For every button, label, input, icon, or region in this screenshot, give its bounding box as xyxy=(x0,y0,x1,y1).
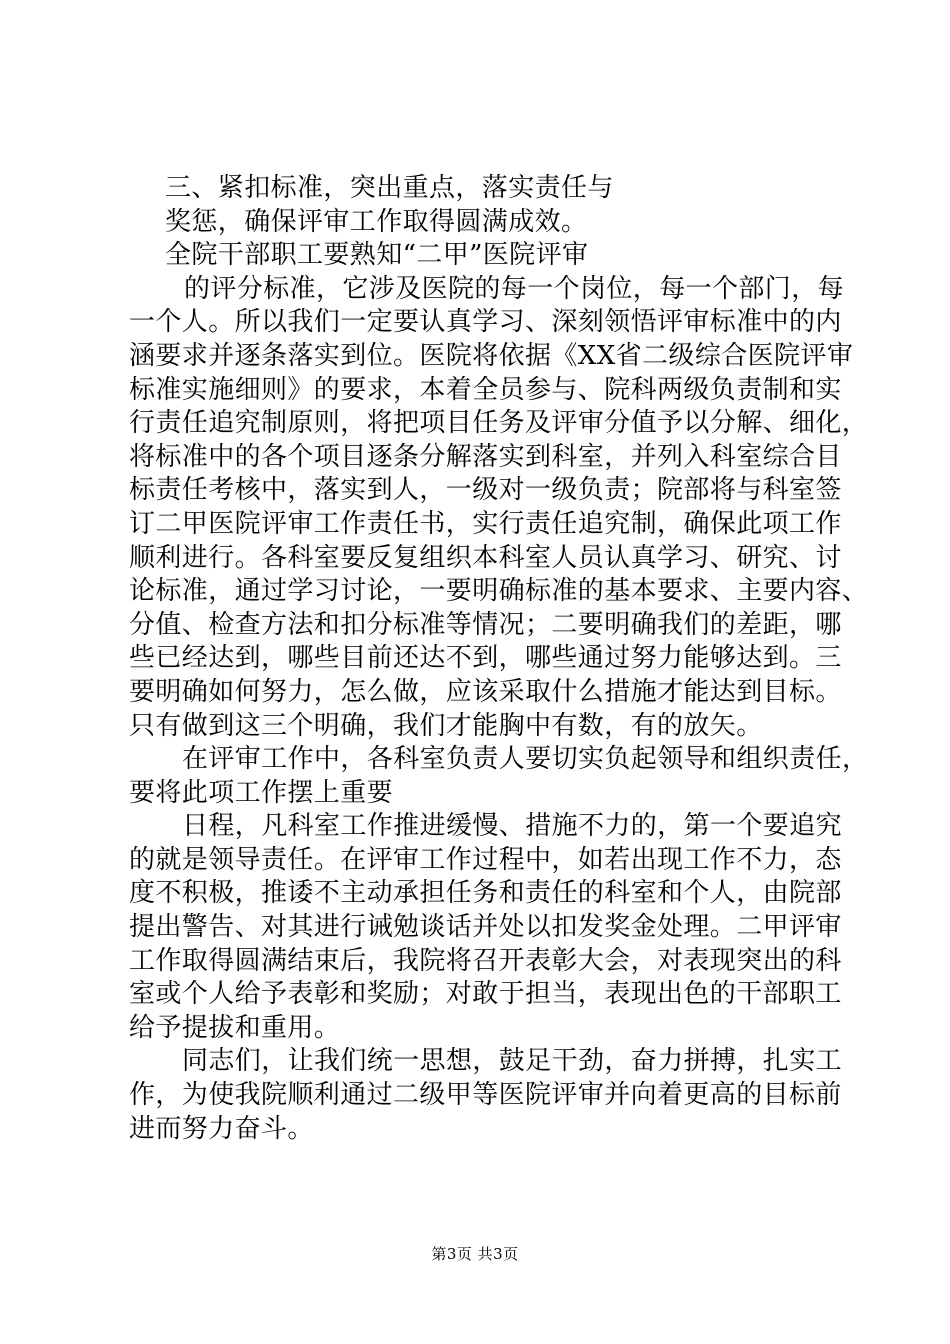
paragraph-line: 涵要求并逐条落实到位。医院将依据《XX省二级综合医院评审 xyxy=(129,340,854,371)
paragraph-line: 将标准中的各个项目逐条分解落实到科室，并列入科室综合目 xyxy=(129,441,842,472)
page-footer xyxy=(0,1243,950,1264)
paragraph-line: 给予提拔和重用。 xyxy=(129,1012,341,1043)
paragraph-line: 作，为使我院顺利通过二级甲等医院评审并向着更高的目标前 xyxy=(129,1080,842,1111)
paragraph-line: 进而努力奋斗。 xyxy=(129,1113,314,1144)
paragraph-line: 的就是领导责任。在评审工作过程中，如若出现工作不力，态 xyxy=(129,844,842,875)
paragraph-line: 顺利进行。各科室要反复组织本科室人员认真学习、研究、讨 xyxy=(129,542,842,573)
paragraph-line: 的评分标准，它涉及医院的每一个岗位，每一个部门，每 xyxy=(184,273,845,304)
paragraph-line: 行责任追究制原则，将把项目任务及评审分值予以分解、细化， xyxy=(129,408,869,439)
paragraph-line: 标责任考核中，落实到人，一级对一级负责；院部将与科室签 xyxy=(129,475,842,506)
paragraph-line: 分值、检查方法和扣分标准等情况；二要明确我们的差距，哪 xyxy=(129,609,842,640)
paragraph-line: 要将此项工作摆上重要 xyxy=(129,777,394,808)
paragraph-line: 提出警告、对其进行诫勉谈话并处以扣发奖金处理。二甲评审 xyxy=(129,912,842,943)
paragraph-line: 只有做到这三个明确，我们才能胸中有数，有的放矢。 xyxy=(129,710,763,741)
paragraph-line: 奖惩，确保评审工作取得圆满成效。 xyxy=(165,206,588,237)
paragraph-line: 室或个人给予表彰和奖励；对敢于担当，表现出色的干部职工 xyxy=(129,979,842,1010)
paragraph-line: 日程，凡科室工作推进缓慢、措施不力的，第一个要追究 xyxy=(182,811,843,842)
paragraph-line: 订二甲医院评审工作责任书，实行责任追究制，确保此项工作 xyxy=(129,508,842,539)
paragraph-line: 标准实施细则》的要求，本着全员参与、院科两级负责制和实 xyxy=(129,374,842,405)
paragraph-line: 要明确如何努力，怎么做，应该采取什么措施才能达到目标。 xyxy=(129,676,842,707)
paragraph-line: 在评审工作中，各科室负责人要切实负起领导和组织责任， xyxy=(182,744,869,775)
paragraph-line: 三、紧扣标准，突出重点，落实责任与 xyxy=(165,173,614,203)
paragraph-line: 全院干部职工要熟知“二甲”医院评审 xyxy=(165,240,589,271)
paragraph-line: 同志们，让我们统一思想，鼓足干劲，奋力拼搏，扎实工 xyxy=(182,1046,843,1077)
paragraph-line: 论标准，通过学习讨论，一要明确标准的基本要求、主要内容、 xyxy=(129,576,869,607)
paragraph-line: 度不积极，推诿不主动承担任务和责任的科室和个人，由院部 xyxy=(129,878,842,909)
document-body xyxy=(129,172,869,1146)
page-number-label: 第3页 共3页 xyxy=(431,1245,519,1263)
paragraph-line: 一个人。所以我们一定要认真学习、深刻领悟评审标准中的内 xyxy=(129,307,842,338)
paragraph-line: 工作取得圆满结束后，我院将召开表彰大会，对表现突出的科 xyxy=(129,945,842,976)
paragraph-line: 些已经达到，哪些目前还达不到，哪些通过努力能够达到。三 xyxy=(129,643,842,674)
